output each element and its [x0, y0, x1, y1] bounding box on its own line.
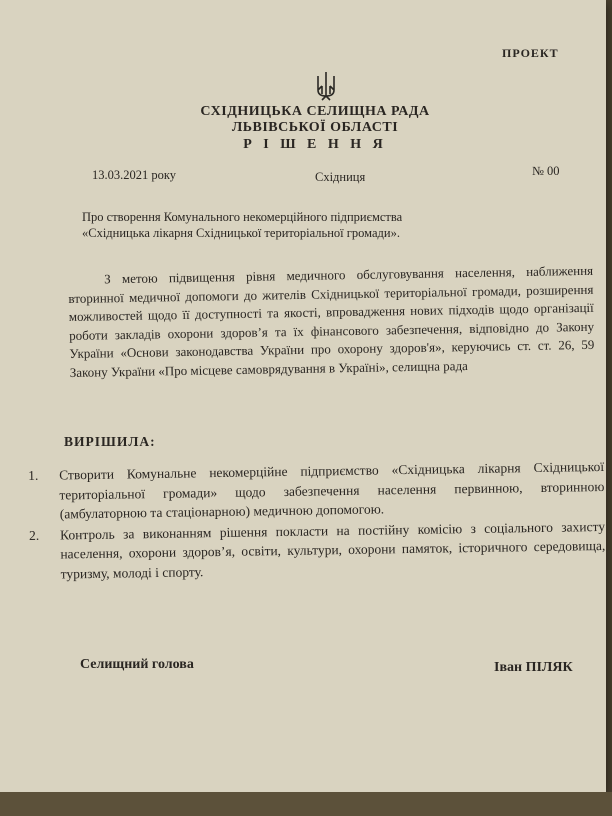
list-item-number: 2. [28, 527, 40, 543]
document-type-title: Р І Ш Е Н Н Я [243, 137, 387, 152]
preamble-text: З метою підвищення рівня медичного обслуговування населення, наближення вторинної медичної допомоги до жителів Східницької територіальної громади, розширення можливостей щодо її доступності та якості, впровадження нових підходів щодо організації роботи закладів охорони здоров’я та їх фінансового забезпечення, відповідно до Закону України «Основи законодавства України про охорону здоров'я», керуючись ст. ст. 26, 59 Закону України «Про місцеве самоврядування в Україні», селищна рада [68, 262, 595, 380]
decision-date: 13.03.2021 року [92, 168, 177, 182]
preamble-paragraph [68, 262, 595, 383]
signature-title: Селищний голова [80, 657, 194, 672]
decision-place: Східниця [315, 170, 366, 184]
decision-subject: Про створення Комунального некомерційного підприємства «Східницька лікарня Східницької територіальної громади». [82, 210, 403, 240]
oblast-name: ЛЬВІВСЬКОЇ ОБЛАСТІ [231, 120, 399, 135]
list-item-text: Контроль за виконанням рішення покласти на постійну комісію з соціального захисту населення, охорони здоров’я, освіти, культури, охорони памяток, історичного середовища, туризму, молоді і спорту. [59, 518, 606, 581]
council-name: СХІДНИЦЬКА СЕЛИЩНА РАДА [200, 104, 430, 119]
resolved-heading: ВИРІШИЛА: [64, 434, 156, 449]
list-item-number: 1. [28, 467, 39, 483]
draft-mark: ПРОЕКТ [502, 46, 559, 60]
background-surface [0, 792, 612, 816]
signature-name: Іван ПІЛЯК [494, 660, 573, 675]
decision-number: № 00 [532, 164, 560, 178]
tryzub-icon [315, 70, 337, 104]
list-item [29, 516, 606, 584]
list-item [28, 457, 605, 525]
list-item-text: Створити Комунальне некомерційне підприємство «Східницька лікарня Східницької територіальної громади» щодо забезпечення населення первинною, вторинною (амбулаторною та стаціонарною) медичною допомогою. [59, 458, 605, 522]
resolution-list [28, 457, 606, 584]
